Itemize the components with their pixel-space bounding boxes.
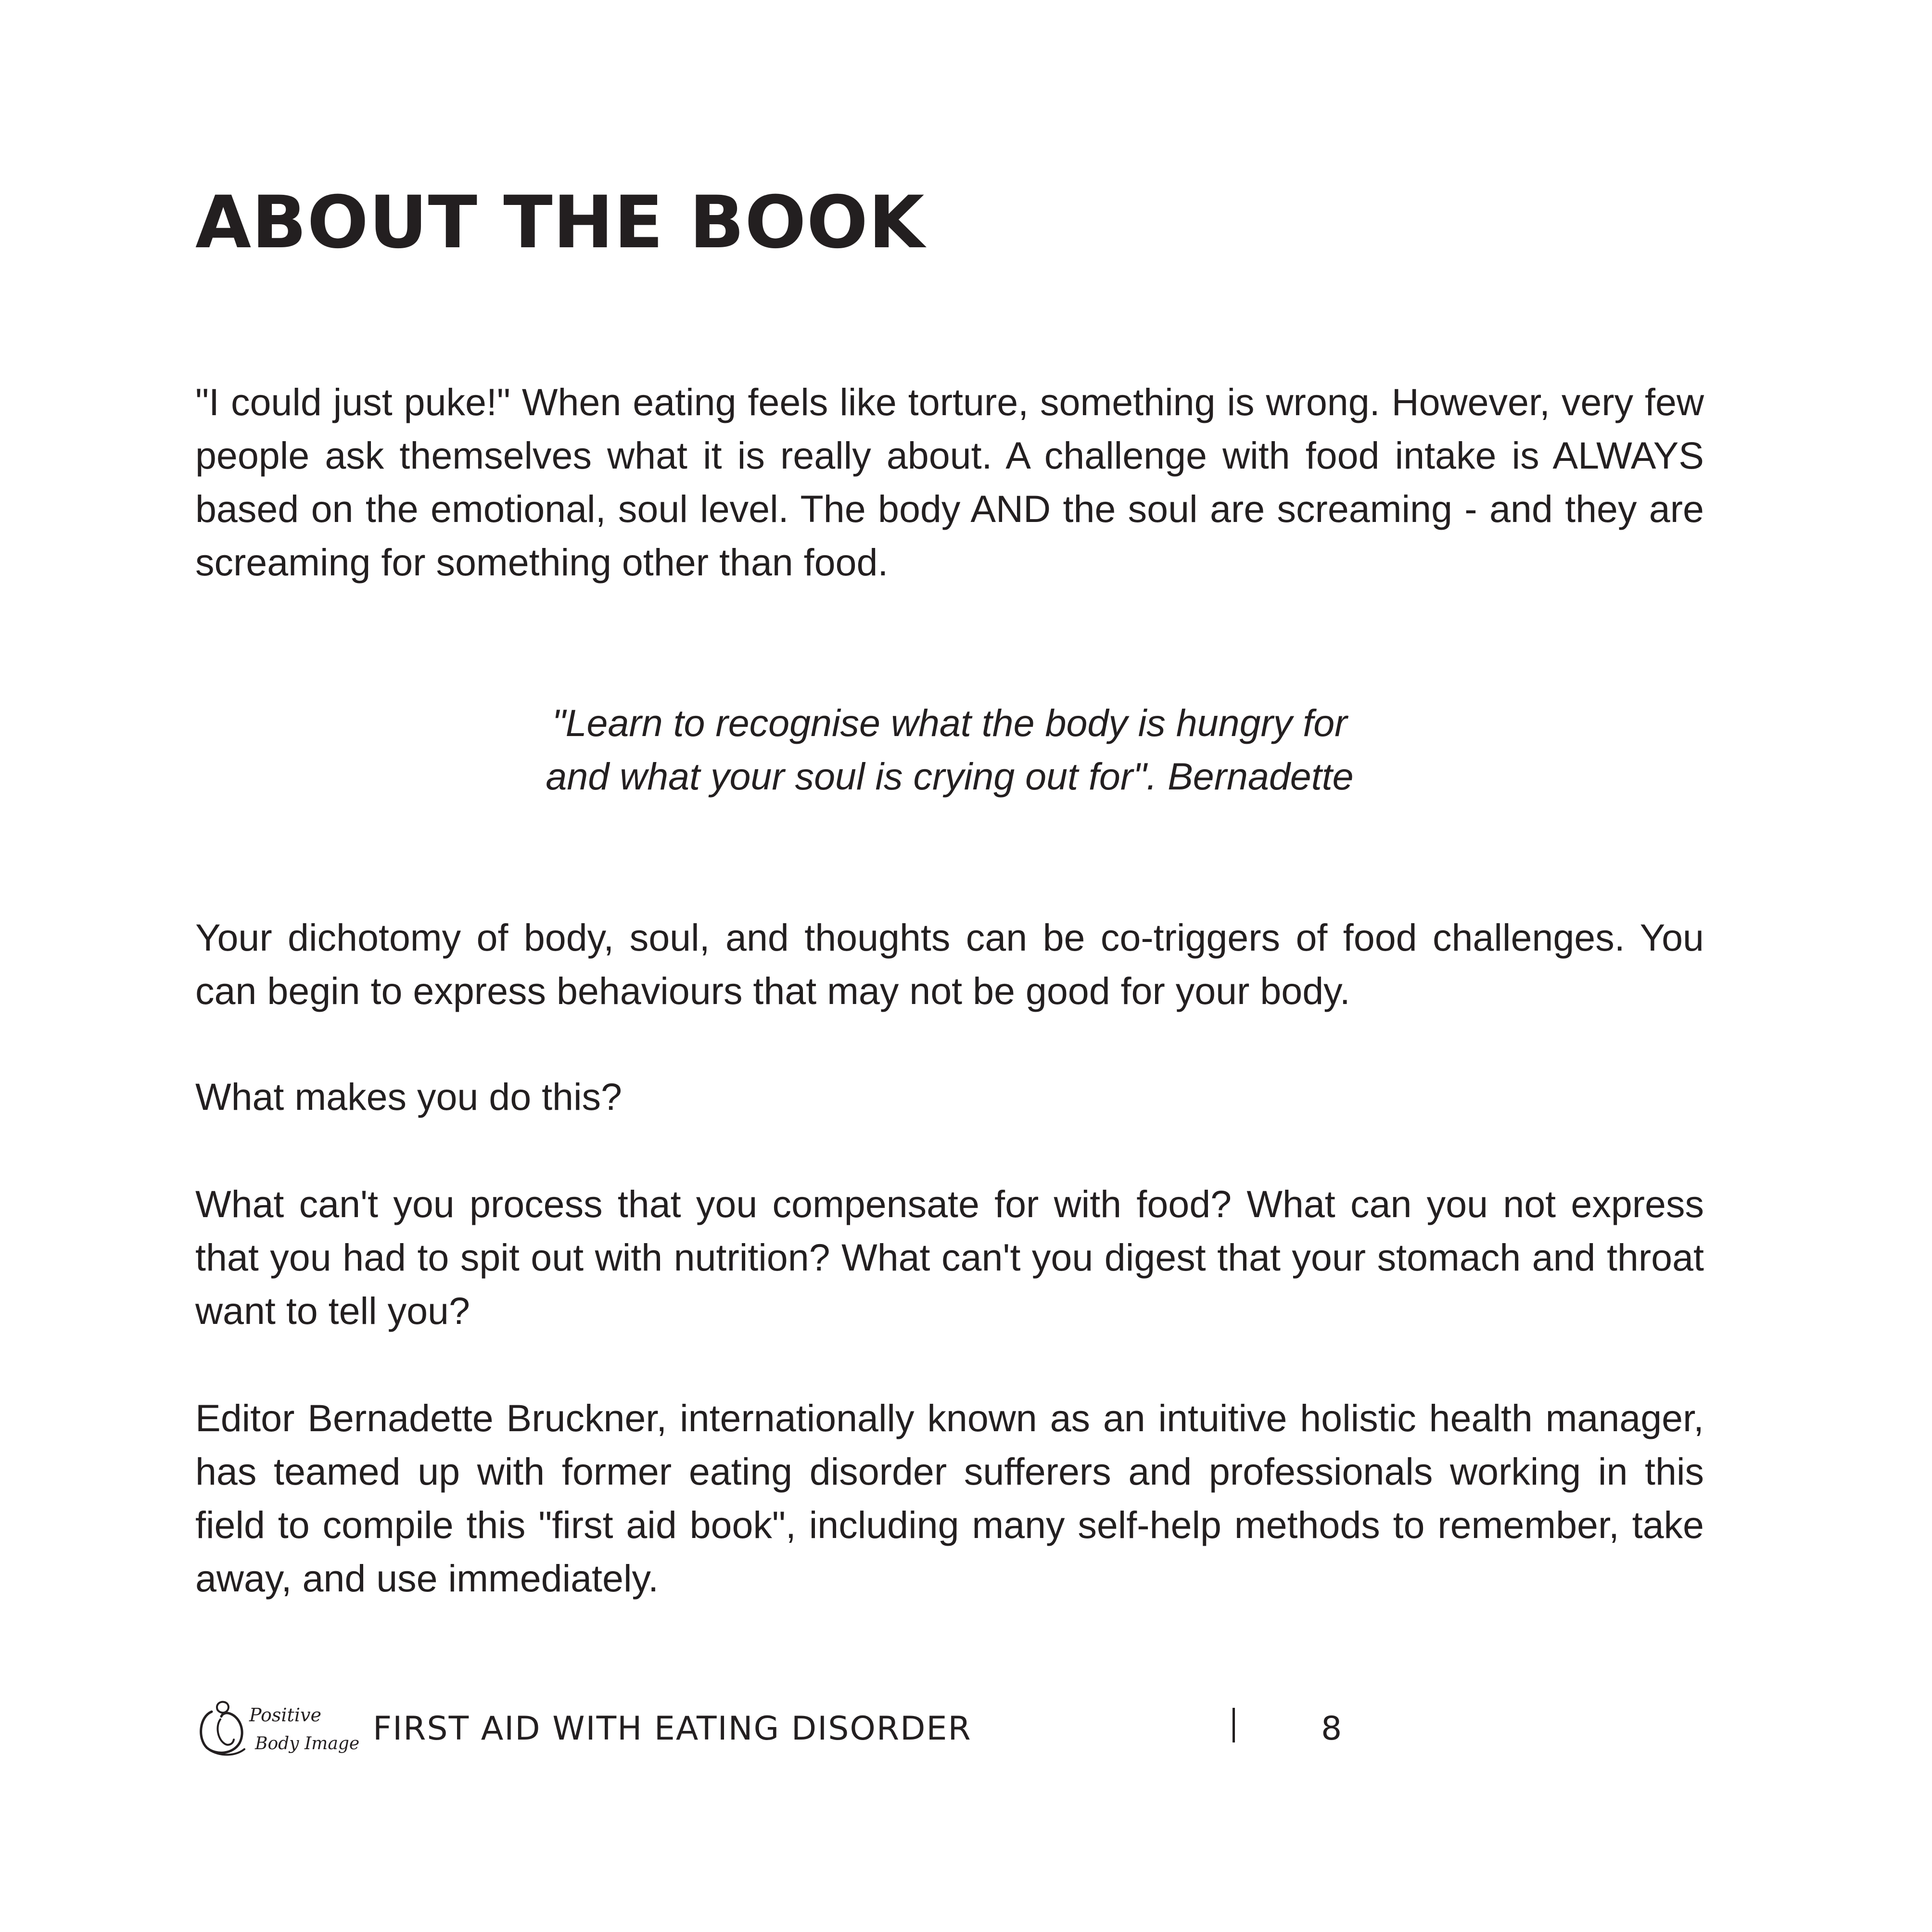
- page-number: 8: [1321, 1710, 1342, 1748]
- quote-line-2: and what your soul is crying out for". Bernadette: [546, 755, 1354, 798]
- dichotomy-paragraph: Your dichotomy of body, soul, and thoughts can be co-triggers of food challenges. You can begin to express behaviours that may not be good for your body.: [195, 916, 1704, 1012]
- page-heading: ABOUT THE BOOK: [195, 181, 925, 265]
- footer-separator: [1233, 1708, 1235, 1742]
- questions-paragraph: What can't you process that you compensate for with food? What can you not express that you had to spit out with nutrition? What can't you digest that your stomach and throat want to tell you?: [195, 1182, 1704, 1332]
- svg-text:Positive: Positive: [249, 1704, 321, 1726]
- editor-paragraph: Editor Bernadette Bruckner, internationally known as an intuitive holistic health manager, has teamed up with former eating disorder sufferers and professionals working in this field to compile this "first aid book", including many self-help methods to remember, take away, and use immediately.: [195, 1397, 1704, 1600]
- footer-book-title: FIRST AID WITH EATING DISORDER: [373, 1710, 972, 1748]
- page-footer: [192, 1697, 1342, 1760]
- svg-text:Body Image: Body Image: [255, 1734, 360, 1754]
- quote-line-1: "Learn to recognise what the body is hungry for: [552, 701, 1347, 744]
- positive-body-image-logo-icon: [192, 1697, 360, 1760]
- pull-quote: [195, 696, 1704, 803]
- question-paragraph: What makes you do this?: [195, 1075, 622, 1118]
- intro-paragraph: "I could just puke!" When eating feels like torture, something is wrong. However, very few people ask themselves what it is really about. A challenge with food intake is ALWAYS based on the emotional, soul level. The body AND the soul are screaming - and they are screaming for something other than food.: [195, 381, 1704, 584]
